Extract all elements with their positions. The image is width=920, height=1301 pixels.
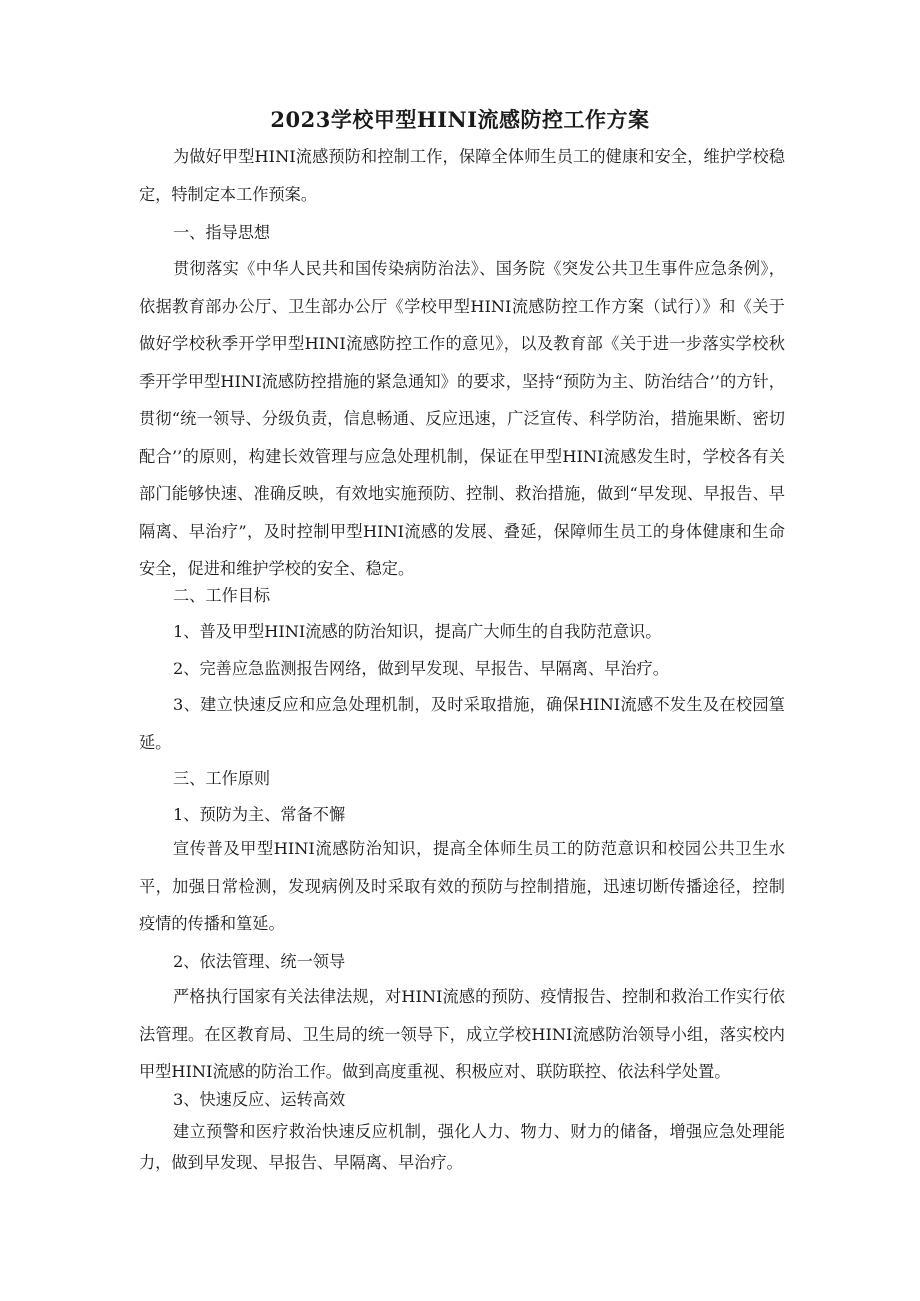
work-goal-item-3: 3、建立快速反应和应急处理机制，及时采取措施，确保HINI流感不发生及在校园篁延。 [139,695,785,752]
document-title: 2023学校甲型HINI流感防控工作方案 [270,107,650,132]
section-heading-guiding-ideology: 一、指导思想 [173,223,271,242]
work-goal-item-1: 1、普及甲型HINI流感的防治知识，提高广大师生的自我防范意识。 [173,622,662,641]
principle-3-heading: 3、快速反应、运转高效 [173,1090,346,1109]
intro-paragraph: 为做好甲型HINI流感预防和控制工作，保障全体师生员工的健康和安全，维护学校稳定，特制定本工作预案。 [139,147,785,204]
work-goal-item-2: 2、完善应急监测报告网络，做到早发现、早报告、早隔离、早治疗。 [173,659,669,678]
section-heading-work-goals: 二、工作目标 [173,586,271,605]
guiding-ideology-paragraph: 贯彻落实《中华人民共和国传染病防治法》、国务院《突发公共卫生事件应急条例》，依据教育部办公厅、卫生部办公厅《学校甲型HINI流感防控工作方案（试行）》和《关于做好学校秋季开学甲型HINI流感防控工作的意见》，以及教育部《关于进一步落实学校秋季开学甲型HINI流感防控措施的紧急通知》的要求，坚持“预防为主、防治结合’’的方针，贯彻“统一领导、分级负责，信息畅通、反应迅速，广泛宣传、科学防治，措施果断、密切配合’’的原则，构建长效管理与应急处理机制，保证在甲型HINI流感发生时，学校各有关部门能够快速、准确反映，有效地实施预防、控制、救治措施，做到“早发现、早报告、早隔离、早治疗”，及时控制甲型HINI流感的发展、叠延，保障师生员工的身体健康和生命安全，促进和维护学校的安全、稳定。 [139,259,785,578]
principle-3-paragraph: 建立预警和医疗救治快速反应机制，强化人力、物力、财力的储备，增强应急处理能力，做到早发现、早报告、早隔离、早治疗。 [139,1122,785,1172]
principle-1-heading: 1、预防为主、常备不懈 [173,805,346,824]
section-heading-work-principles: 三、工作原则 [173,769,271,788]
principle-2-paragraph: 严格执行国家有关法律法规，对HINI流感的预防、疫情报告、控制和救治工作实行依法管理。在区教育局、卫生局的统一领导下，成立学校HINI流感防治领导小组，落实校内甲型HINI流感的防治工作。做到高度重视、积极应对、联防联控、依法科学处置。 [139,987,785,1081]
principle-1-paragraph: 宣传普及甲型HINI流感防治知识，提高全体师生员工的防范意识和校园公共卫生水平，加强日常检测，发现病例及时采取有效的预防与控制措施，迅速切断传播途径，控制疫情的传播和篁延。 [139,839,785,933]
principle-2-heading: 2、依法管理、统一领导 [173,952,346,971]
